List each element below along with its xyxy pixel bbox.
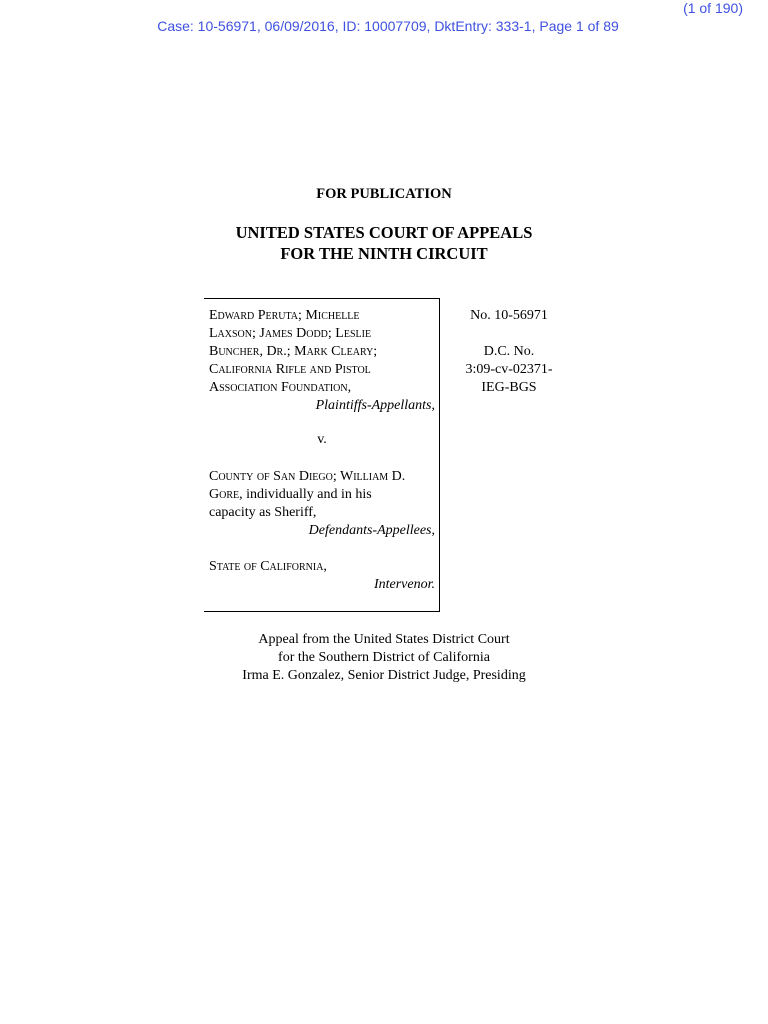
defendants-line: County of San Diego; William D.	[209, 469, 406, 484]
defendants-name: Gore	[209, 487, 240, 502]
intervenor-role	[209, 576, 435, 594]
defendants-role-text: Defendants-Appellees	[308, 523, 432, 538]
versus-label: v.	[317, 432, 327, 447]
court-title	[0, 222, 768, 264]
publication-label: FOR PUBLICATION	[316, 186, 452, 202]
defendants-line	[209, 486, 435, 504]
defendants-block	[209, 468, 435, 540]
plaintiffs-line: Laxson; James Dodd; Leslie	[209, 326, 372, 341]
plaintiffs-line: Buncher, Dr.; Mark Cleary;	[209, 344, 378, 359]
plaintiffs-line: Edward Peruta; Michelle	[209, 308, 360, 323]
plaintiffs-block	[209, 307, 435, 415]
court-title-line-2: FOR THE NINTH CIRCUIT	[280, 244, 488, 263]
case-number: No. 10-56971	[470, 308, 548, 323]
plaintiffs-role-text: Plaintiffs-Appellants	[315, 398, 432, 413]
appeal-origin-block	[0, 631, 768, 685]
plaintiffs-role	[209, 397, 435, 415]
dc-number-line: 3:09-cv-02371-	[465, 362, 553, 377]
plaintiffs-role-punct: ,	[431, 398, 435, 413]
appeal-line: for the Southern District of California	[278, 650, 490, 665]
defendants-line: capacity as Sheriff,	[209, 505, 317, 520]
page-counter: (1 of 190)	[683, 0, 743, 16]
intervenor-role-punct: .	[431, 577, 435, 592]
district-court-number	[440, 343, 578, 397]
case-caption-box	[204, 298, 440, 612]
dc-label: D.C. No.	[483, 344, 535, 359]
intervenor-block	[209, 558, 435, 594]
dc-number-line: IEG-BGS	[481, 380, 537, 395]
plaintiffs-line: California Rifle and Pistol	[209, 362, 371, 377]
court-title-line-1: UNITED STATES COURT OF APPEALS	[235, 223, 533, 242]
case-header-line: Case: 10-56971, 06/09/2016, ID: 10007709, DktEntry: 333-1, Page 1 of 89	[157, 18, 619, 34]
intervenor-name: State of California,	[209, 559, 327, 574]
intervenor-role-text: Intervenor	[373, 577, 432, 592]
appeal-line: Irma E. Gonzalez, Senior District Judge, Presiding	[242, 668, 526, 683]
defendants-role-punct: ,	[431, 523, 435, 538]
plaintiffs-line: Association Foundation,	[209, 380, 352, 395]
appeal-line: Appeal from the United States District Court	[258, 632, 510, 647]
defendants-role	[209, 522, 435, 540]
defendants-name-tail: , individually and in his	[239, 487, 372, 502]
